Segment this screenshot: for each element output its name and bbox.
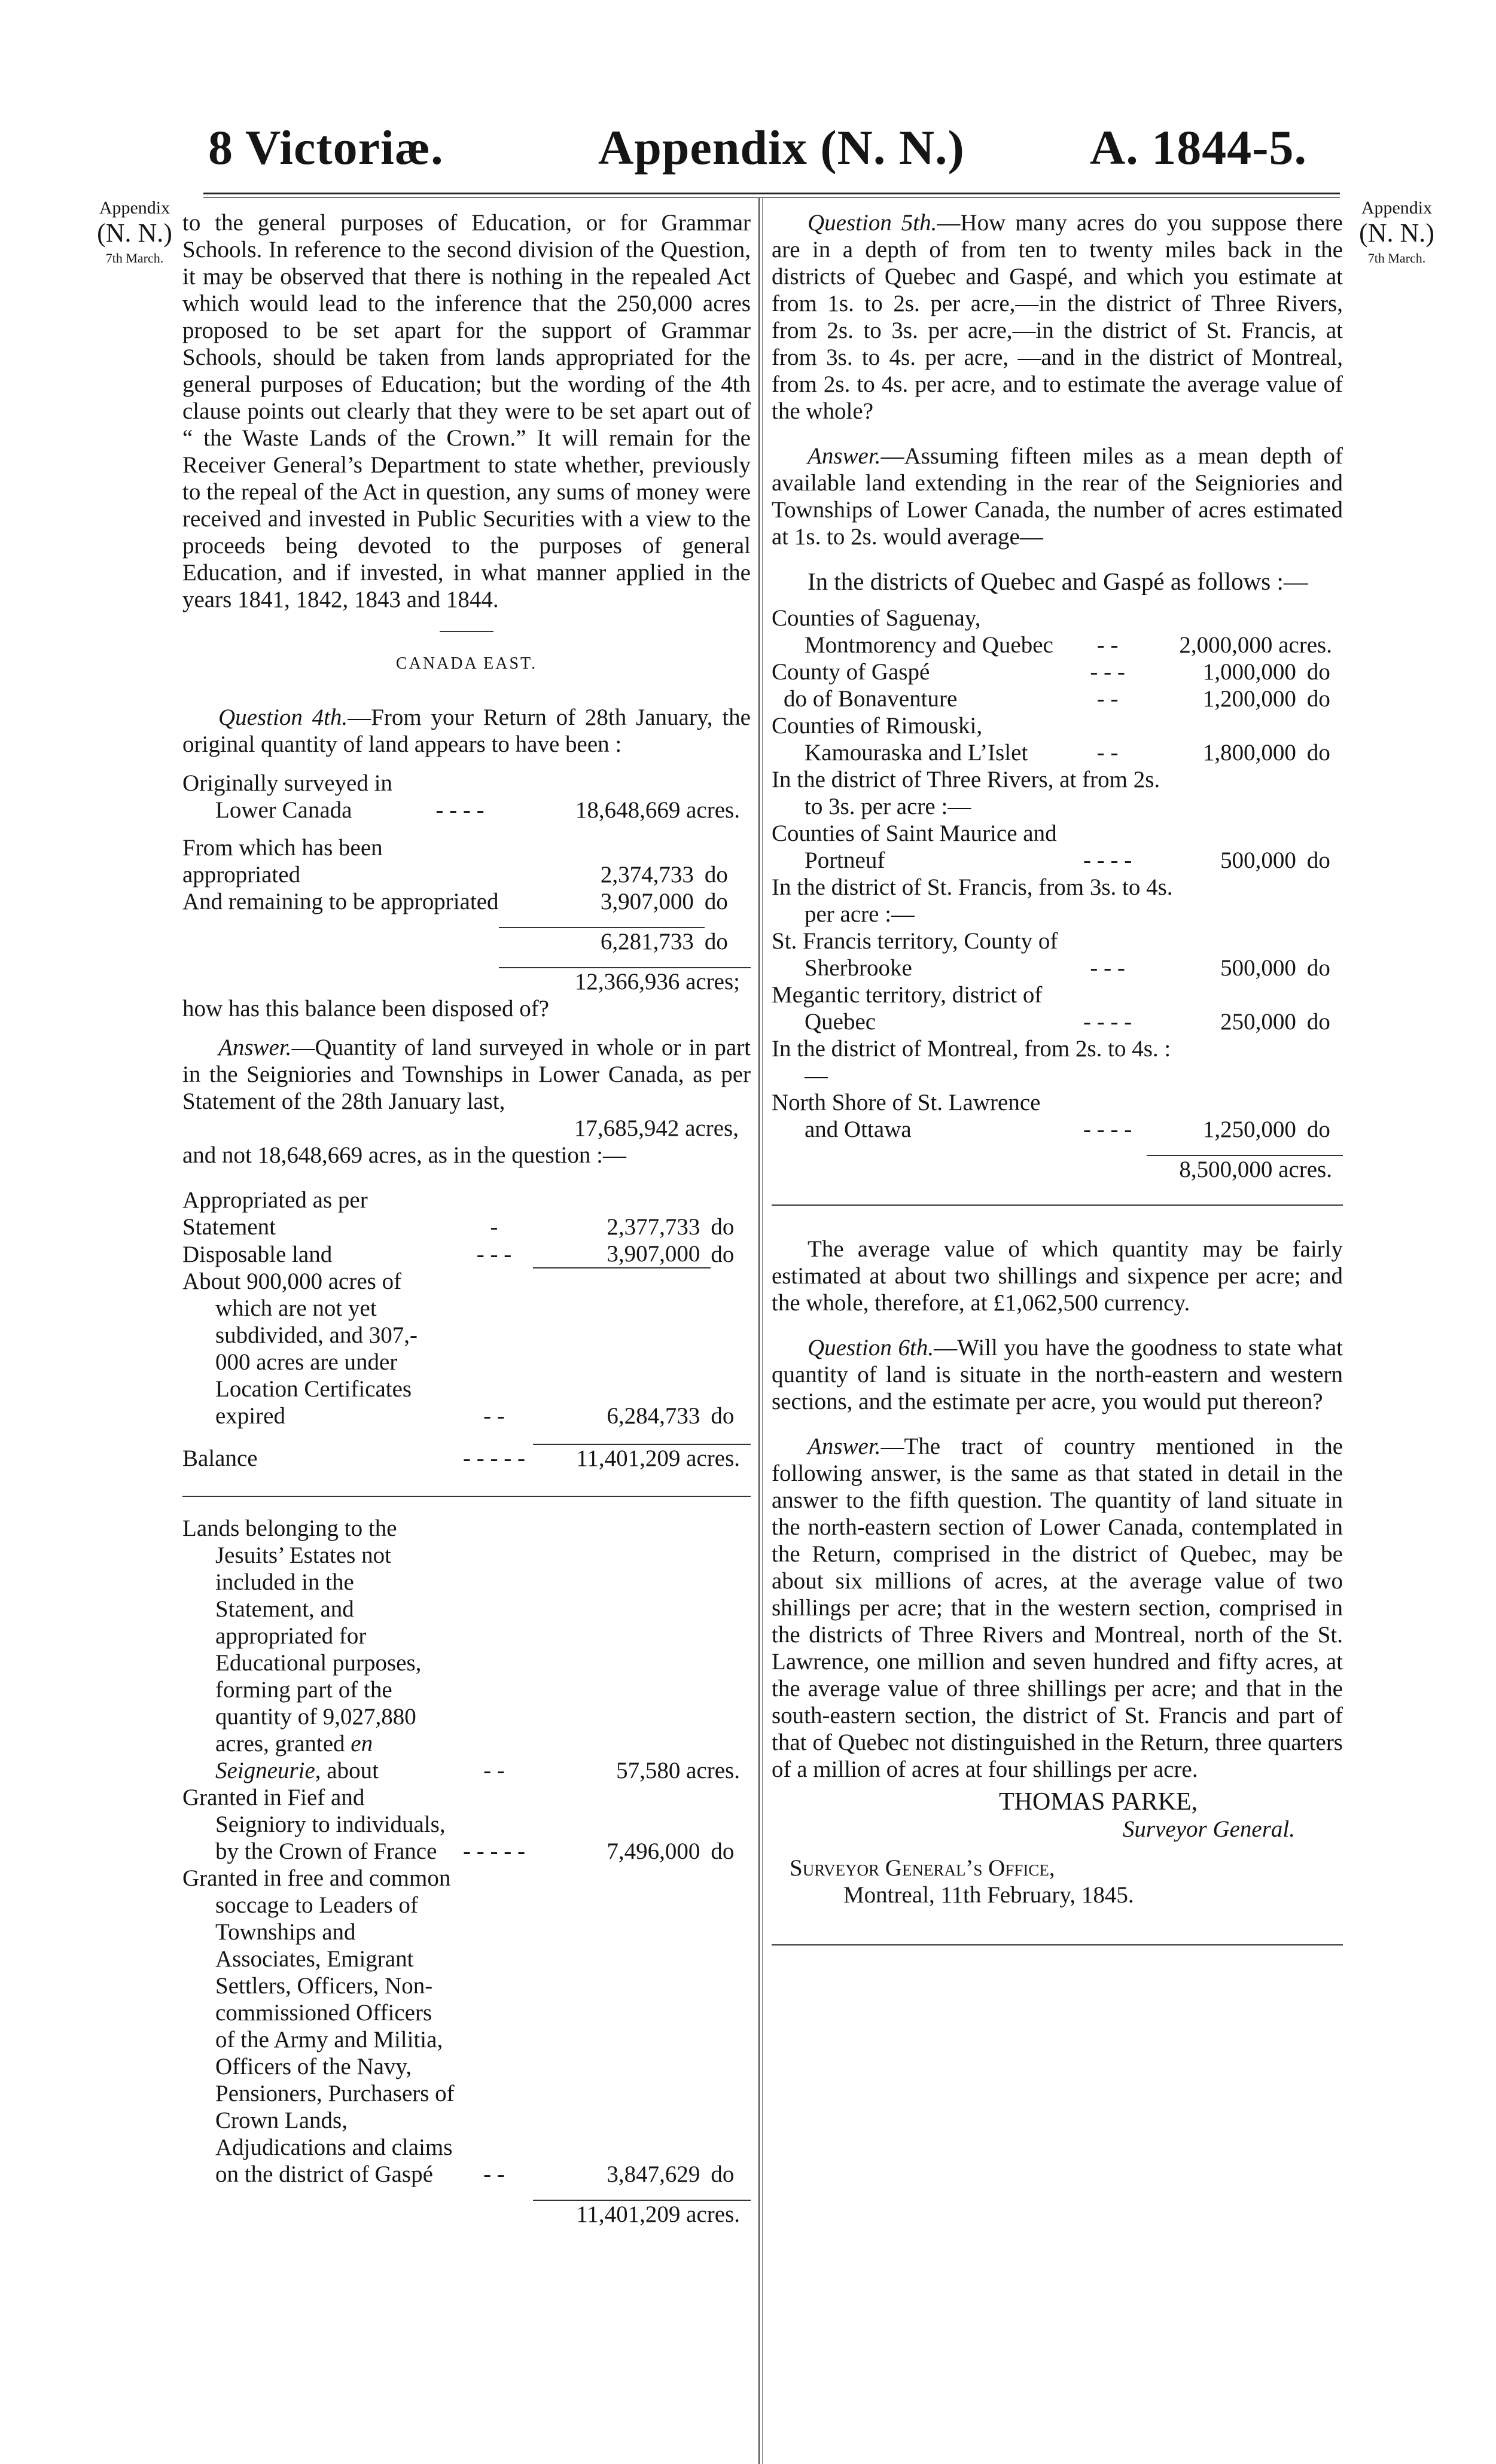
answer-4 (182, 1034, 751, 1115)
column-divider (758, 197, 760, 2464)
row-value: 2,377,733 (607, 1214, 700, 1240)
section-heading: CANADA EAST. (395, 654, 538, 673)
row-dash: - - - - (435, 797, 485, 823)
average-value-paragraph: The average value of which quantity may be fairly estimated at about two shillings and sixpence per acre; and the whole, therefore, at £1,062,500 currency. (772, 1236, 1343, 1316)
row-value: 6,281,733 (499, 928, 705, 955)
end-rule (772, 1944, 1343, 1945)
question-4 (182, 704, 751, 758)
row-value: 1,250,000 (1202, 1117, 1296, 1142)
right-column (772, 209, 1343, 1945)
row-label: Appropriated as per Statement (182, 1187, 368, 1240)
row-dash: - - (1096, 632, 1119, 658)
answer-6-label: Answer. (808, 1434, 881, 1459)
row-unit: do (711, 1403, 735, 1429)
margin-note-right (1346, 197, 1448, 269)
row-value: 3,847,629 (607, 2161, 700, 2187)
row-value: 500,000 (1220, 847, 1296, 873)
answer-4-label: Answer. (218, 1035, 292, 1060)
answer-6-text: —The tract of country mentioned in the following answer, is the same as that stated in detail in the answer to the fifth question. The quantity of land situate in the north-eastern section of Lower Canada, contemplated in the Return, comprised in the district of Quebec, may be about six millions of acres, at the average value of two shillings per acre; that in the western section, comprised in the districts of Three Rivers and Montreal, north of the St. Lawrence, one million and seven hundred and fifty acres, at the average value of three shillings per acre; and that in the south-eastern section, the district of St. Francis and part of that of Quebec not distinguished in the Return, three quarters of a million of acres at four shillings per acre. (772, 1434, 1343, 1782)
question-5 (772, 209, 1343, 425)
margin-left-appendix: Appendix (99, 198, 170, 218)
intro-paragraph: to the general purposes of Education, or for Grammar Schools. In reference to the second division of the Question, it may be observed that there is nothing in the repealed Act which would lead to the inference that the 250,000 acres proposed to be set apart for the support of Grammar Schools, should be taken from lands appropriated for the general purposes of Education; but the wording of the 4th clause points out clearly that they were to be set apart out of “ the Waste Lands of the Crown.” It will remain for the Receiver General’s Department to state whether, previously to the repeal of the Act in question, any sums of money were received and invested in Public Securities with a view to the proceeds being devoted to the purposes of general Education, and if invested, in what manner applied in the years 1841, 1842, 1843 and 1844. (182, 210, 751, 612)
row-label: North Shore of St. Lawrence and Ottawa (772, 1090, 1041, 1142)
row-dash: - - - - - (463, 1446, 525, 1471)
question-6-text: —Will you have the goodness to state what quantity of land is situate in the north-eastern and western sections, and the estimate per acre, you would put thereon? (772, 1335, 1343, 1414)
row-label: Originally surveyed in Lower Canada (182, 770, 392, 823)
table-row (182, 1515, 751, 1784)
row-dash: - (490, 1214, 498, 1240)
row-value: 7,496,000 (607, 1838, 700, 1864)
answer-5-label: Answer. (808, 443, 881, 469)
row-value: 57,580 acres. (616, 1758, 740, 1783)
row-heading: In the district of Montreal, from 2s. to 4s. :— (772, 1036, 1171, 1088)
row-label (182, 1515, 455, 1784)
balance-table (182, 1187, 751, 1472)
row-dash: - - - - - (463, 1838, 525, 1864)
margin-left-date: 7th March. (105, 251, 164, 266)
row-value: 12,366,936 acres; (499, 968, 751, 995)
row-value: 8,500,000 acres. (1147, 1155, 1343, 1183)
row-dash: - - (1096, 686, 1119, 712)
table-row (772, 605, 1343, 658)
table-row (772, 928, 1343, 981)
table-row (772, 1089, 1343, 1143)
table-row (772, 766, 1343, 820)
row-dash: - - (483, 1403, 505, 1429)
row-dash: - - - - (1083, 1117, 1132, 1142)
row-value: 2,000,000 acres. (1179, 632, 1332, 658)
row-dash: - - (483, 1758, 505, 1783)
row-value: 1,800,000 (1202, 740, 1296, 766)
row-unit: do (704, 862, 728, 888)
row-value: 1,200,000 (1202, 686, 1296, 712)
table-row (772, 874, 1343, 928)
table-row (772, 1035, 1343, 1089)
row-label: From which has been appropriated (182, 835, 383, 888)
row-label: About 900,000 acres of which are not yet subdivided, and 307,- 000 acres are under Location Certificates expired (182, 1268, 418, 1429)
column-divider-thin (762, 197, 763, 2464)
answer-5 (772, 443, 1343, 550)
row-value: 500,000 (1220, 955, 1296, 981)
table-row (182, 1784, 751, 1865)
margin-right-appendix: Appendix (1361, 198, 1433, 218)
row-dash: - - - (476, 1242, 512, 1267)
row-value: 3,907,000 (600, 889, 694, 914)
table-row (182, 928, 751, 955)
table-row (182, 2200, 751, 2228)
row-unit: do (704, 889, 728, 914)
answer-4-value: 17,685,942 acres, (574, 1115, 739, 1141)
row-unit: do (1306, 686, 1330, 712)
header-year: A. 1844-5. (1090, 120, 1308, 175)
jesuits-label-b: about (327, 1758, 379, 1783)
left-column (182, 209, 751, 2228)
row-label: St. Francis territory, County of Sherbrooke (772, 928, 1058, 981)
question-5-label: Question 5th. (808, 210, 937, 236)
table-row (182, 888, 751, 915)
short-rule (440, 631, 493, 632)
row-unit: do (711, 1214, 735, 1240)
row-dash: - - (483, 2161, 505, 2187)
jesuits-label-em: en Seigneurie, (215, 1731, 373, 1783)
table-row (772, 981, 1343, 1035)
header-session: 8 Victoriæ. (208, 120, 444, 175)
header-appendix: Appendix (N. N.) (598, 120, 965, 175)
row-dash: - - - - (1083, 1009, 1132, 1035)
row-label: County of Gaspé (772, 659, 930, 685)
row-dash: - - (1096, 740, 1119, 766)
row-dash: - - - (1090, 659, 1125, 685)
margin-right-date: 7th March. (1367, 251, 1426, 266)
table-row (182, 1865, 751, 2188)
acreage-table (772, 605, 1343, 1183)
header-rule-thin (203, 197, 1340, 198)
row-unit: do (1306, 847, 1330, 873)
question-4-text: —From your Return of 28th January, the original quantity of land appears to have been : (182, 705, 751, 757)
table-row (182, 1240, 751, 1268)
question-5-text: —How many acres do you suppose there are in a depth of from ten to twenty miles back in the districts of Quebec and Gaspé, and which you estimate at from 1s. to 2s. per acre,—in the district of Three Rivers, from 2s. to 3s. per acre,—in the district of St. Francis, at from 3s. to 4s. per acre, —and in the district of Montreal, from 2s. to 4s. per acre, and to estimate the average value of the whole? (772, 210, 1343, 424)
row-unit: do (711, 1242, 735, 1267)
row-value: 11,401,209 acres. (533, 2200, 751, 2228)
row-unit: do (1306, 1009, 1330, 1035)
table-row (772, 658, 1343, 685)
row-unit: do (1306, 955, 1330, 981)
table-row (182, 1268, 751, 1429)
table-row (772, 685, 1343, 712)
row-label: Granted in free and common soccage to Leaders of Townships and Associates, Emigrant Settlers, Officers, Non-commissioned Officers of the Army and Militia, Officers of the Navy, Pensioners, Purchasers of Crown Lands, Adjudications and claims on the district of Gaspé (182, 1865, 455, 2187)
row-unit: do (711, 2161, 735, 2187)
row-unit: do (1306, 1117, 1330, 1142)
row-value: 6,284,733 (533, 1268, 711, 1429)
answer-6 (772, 1433, 1343, 1783)
row-dash: - - - - (1083, 847, 1132, 873)
row-label: Balance (182, 1446, 258, 1471)
table-row (182, 1444, 751, 1472)
row-label: Counties of Saint Maurice and Portneuf (772, 821, 1057, 873)
place-date: Montreal, 11th February, 1845. (843, 1882, 1134, 1908)
row-unit: do (1306, 740, 1330, 766)
quebec-intro: In the districts of Quebec and Gaspé as follows :— (808, 568, 1308, 595)
row-value: 2,374,733 (600, 862, 694, 888)
answer-4-text: —Quantity of land surveyed in whole or in part in the Seigniories and Townships in Lower Canada, as per Statement of the 28th January last, (182, 1035, 751, 1114)
answer-5-text: —Assuming fifteen miles as a mean depth of available land extending in the rear of the Seigniories and Townships of Lower Canada, the number of acres estimated at 1s. to 2s. would average— (772, 443, 1343, 550)
table-row (772, 712, 1343, 766)
row-unit: do (1306, 659, 1330, 685)
row-unit: do (704, 929, 728, 955)
row-label: And remaining to be appropriated (182, 889, 499, 914)
table-row (772, 820, 1343, 874)
row-label: Counties of Rimouski, Kamouraska and L’Islet (772, 713, 1028, 766)
balance-question: how has this balance been disposed of? (182, 996, 549, 1021)
header-rule (203, 193, 1340, 194)
row-label: Granted in Fief and Seigniory to individuals, by the Crown of France (182, 1785, 446, 1864)
row-value: 11,401,209 acres. (533, 1444, 751, 1472)
row-label: do of Bonaventure (784, 686, 958, 712)
row-label: Megantic territory, district of Quebec (772, 982, 1043, 1035)
table-row (182, 968, 751, 995)
table-row (182, 1187, 751, 1240)
row-value: 1,000,000 (1202, 659, 1296, 685)
margin-right-code: (N. N.) (1359, 218, 1434, 248)
row-value: 250,000 (1220, 1009, 1296, 1035)
office-line: Surveyor General’s Office, (790, 1855, 1055, 1881)
table-row (772, 1155, 1343, 1183)
row-unit: do (711, 1838, 735, 1864)
answer-4-tail: and not 18,648,669 acres, as in the question :— (182, 1142, 626, 1168)
row-heading: In the district of St. Francis, from 3s. to 4s. per acre :— (772, 874, 1173, 927)
signature-title-text: Surveyor General. (1122, 1816, 1295, 1842)
row-label: Disposable land (182, 1242, 333, 1267)
row-dash: - - - (1090, 955, 1125, 981)
table-row (182, 834, 751, 888)
signature-title (772, 1816, 1343, 1843)
lands-table (182, 1515, 751, 2228)
row-heading: In the district of Three Rivers, at from 2s. to 3s. per acre :— (772, 767, 1160, 819)
question-6 (772, 1334, 1343, 1415)
signature-name: THOMAS PARKE, (999, 1788, 1198, 1816)
margin-note-left (84, 197, 185, 269)
margin-left-code: (N. N.) (97, 218, 172, 248)
table-row (182, 770, 751, 824)
row-label: Counties of Saguenay, Montmorency and Quebec (772, 605, 1053, 658)
row-value: 3,907,000 (607, 1241, 700, 1267)
question-4-label: Question 4th. (218, 705, 348, 730)
jesuits-label-a: Lands belonging to the Jesuits’ Estates not included in the Statement, and appropriated for Educational purposes, forming part of the quantity of 9,027,880 acres, granted (182, 1515, 422, 1756)
original-quantity-table (182, 770, 751, 995)
row-value: 18,648,669 acres. (575, 797, 740, 823)
question-6-label: Question 6th. (808, 1335, 934, 1361)
